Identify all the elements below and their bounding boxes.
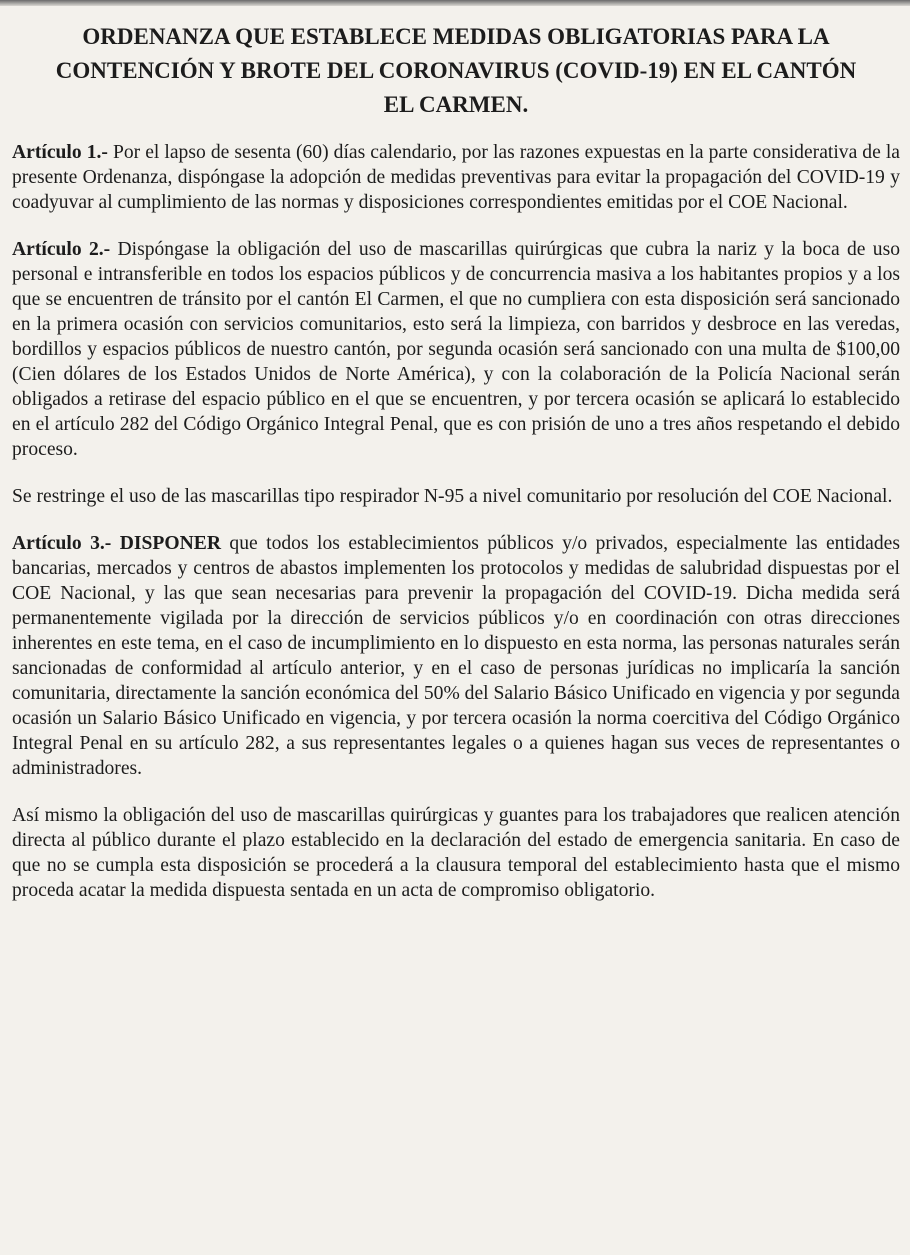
article-1 bbox=[12, 140, 900, 215]
title-line-2: CONTENCIÓN Y BROTE DEL CORONAVIRUS (COVID-19) EN EL CANTÓN bbox=[55, 58, 857, 83]
article-3 bbox=[12, 531, 900, 781]
article-2 bbox=[12, 237, 900, 462]
title-line-1: ORDENANZA QUE ESTABLECE MEDIDAS OBLIGATORIAS PARA LA bbox=[82, 24, 830, 49]
article-3-text: que todos los establecimientos públicos y/o privados, especialmente las entidades bancarias, mercados y centros de abastos implementen los protocolos y medidas de salubridad dispuestas por el COE Nacional, y las que sean necesarias para prevenir la propagación del COVID-19. Dicha medida será permanentemente vigilada por la dirección de servicios públicos y/o en coordinación con otras direcciones inherentes en este tema, en el caso de incumplimiento en lo dispuesto en esta norma, las personas naturales serán sancionadas de conformidad al artículo anterior, y en el caso de personas jurídicas no implicaría la sanción comunitaria, directamente la sanción económica del 50% del Salario Básico Unificado en vigencia y por segunda ocasión un Salario Básico Unificado en vigencia, y por tercera ocasión la norma coercitiva del Código Orgánico Integral Penal en su artículo 282, a sus representantes legales o a quienes hagan sus veces de representantes o administradores. bbox=[12, 533, 900, 779]
article-2-text: Dispóngase la obligación del uso de mascarillas quirúrgicas que cubra la nariz y la boca de uso personal e intransferible en todos los espacios públicos y de concurrencia masiva a los habitantes propios y a los que se encuentren de tránsito por el cantón El Carmen, el que no cumpliera con esta disposición será sancionado en la primera ocasión con servicios comunitarios, esto será la limpieza, con barridos y desbroce en las veredas, bordillos y espacios públicos de nuestro cantón, por segunda ocasión será sancionado con una multa de $100,00 (Cien dólares de los Estados Unidos de Norte América), y con la colaboración de la Policía Nacional serán obligados a retirase del espacio público en el que se encuentren, y por tercera ocasión se aplicará lo establecido en el artículo 282 del Código Orgánico Integral Penal, que es con prisión de uno a tres años respetando el debido proceso. bbox=[12, 239, 900, 460]
paragraph-n95: Se restringe el uso de las mascarillas tipo respirador N-95 a nivel comunitario por resolución del COE Nacional. bbox=[12, 486, 893, 507]
article-2-heading: Artículo 2.- bbox=[12, 239, 111, 260]
document-title bbox=[12, 20, 900, 122]
article-1-heading: Artículo 1.- bbox=[12, 142, 108, 163]
article-3-heading: Artículo 3.- bbox=[12, 533, 112, 554]
article-1-text: Por el lapso de sesenta (60) días calendario, por las razones expuestas en la parte considerativa de la presente Ordenanza, dispóngase la adopción de medidas preventivas para evitar la propagación del COVID-19 y coadyuvar al cumplimiento de las normas y disposiciones correspondientes emitidas por el COE Nacional. bbox=[12, 142, 900, 213]
article-3-keyword: DISPONER bbox=[119, 533, 221, 554]
title-line-3: EL CARMEN. bbox=[383, 92, 529, 117]
paragraph-final: Así mismo la obligación del uso de mascarillas quirúrgicas y guantes para los trabajadores que realicen atención directa al público durante el plazo establecido en la declaración del estado de emergencia sanitaria. En caso de que no se cumpla esta disposición se procederá a la clausura temporal del establecimiento hasta que el mismo proceda acatar la medida dispuesta sentada en un acta de compromiso obligatorio. bbox=[12, 805, 900, 901]
